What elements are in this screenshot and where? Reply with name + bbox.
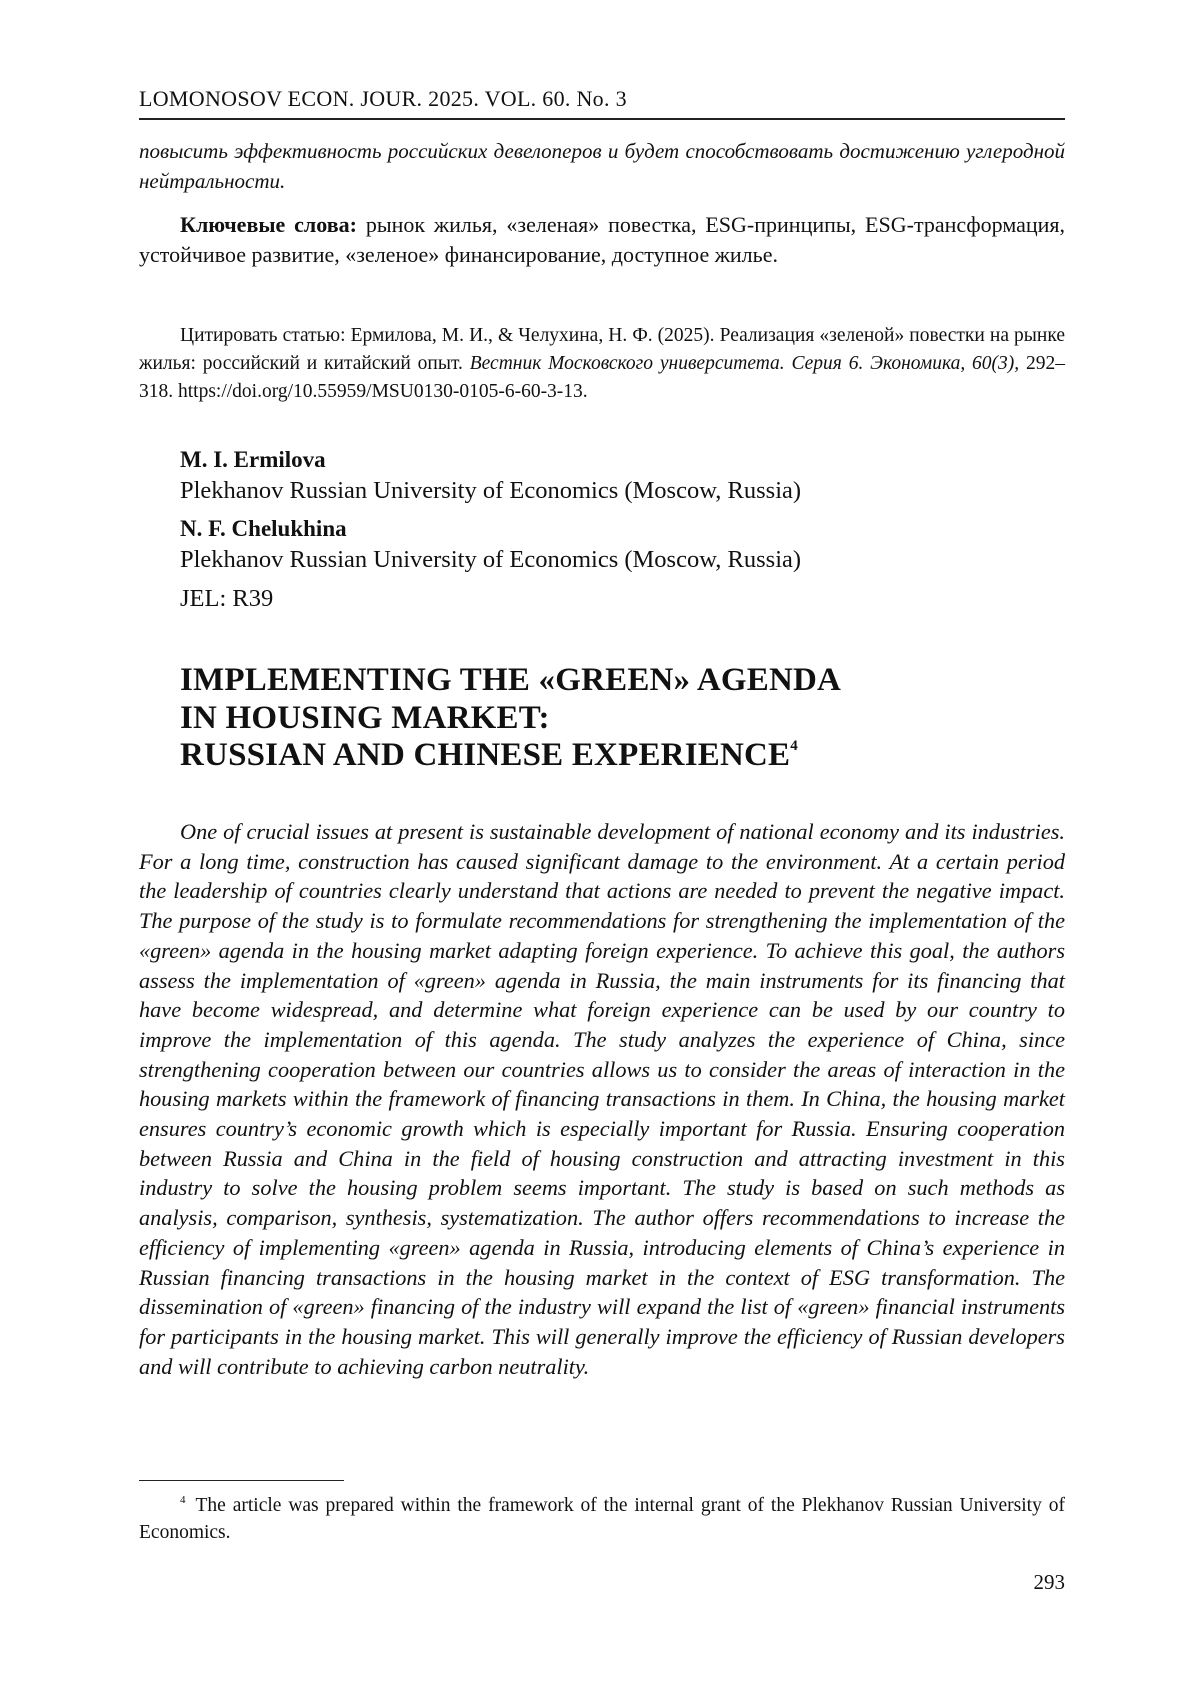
title-footnote-link[interactable]: 4 xyxy=(790,738,798,754)
keywords-text: рынок жилья, «зеленая» повестка, ESG-принципы, ESG-трансформация, устойчивое развитие, «зеленое» финансирование, доступное жилье. xyxy=(139,212,1066,267)
citation-journal: Вестник Московского университета. Серия 6. Экономика, 60(3), xyxy=(469,353,1020,374)
author-affiliation: Plekhanov Russian University of Economics (Moscow, Russia) xyxy=(180,546,802,573)
title-line-1: IMPLEMENTING THE «GREEN» AGENDA xyxy=(180,662,842,698)
author-name: N. F. Chelukhina xyxy=(180,516,347,541)
keywords-paragraph xyxy=(139,210,1065,270)
english-abstract: One of crucial issues at present is sustainable development of national economy and its industries. For a long time, construction has caused significant damage to the environment. At a certain period the leadership of countries clearly understand that actions are needed to prevent the negative impact. The purpose of the study is to formulate recommendations for strengthening the implementation of the «green» agenda in the housing market adapting foreign experience. To achieve this goal, the authors assess the implementation of «green» agenda in Russia, the main instruments for its financing that have become widespread, and determine what foreign experience can be used by our country to improve the implementation of this agenda. The study analyzes the experience of China, since strengthening cooperation between our countries allows us to consider the areas of interaction in the housing markets within the framework of financing transactions in them. In China, the housing market ensures country’s economic growth which is especially important for Russia. Ensuring cooperation between Russia and China in the field of housing construction and attracting investment in this industry to solve the housing problem seems important. The study is based on such methods as analysis, comparison, synthesis, systematization. The author offers recommendations to increase the efficiency of implementing «green» agenda in Russia, introducing elements of China’s experience in Russian financing transactions in the housing market in the context of ESG transformation. The dissemination of «green» financing of the industry will expand the list of «green» financial instruments for participants in the housing market. This will generally improve the efficiency of Russian developers and will contribute to achieving carbon neutrality. xyxy=(139,819,1065,1379)
author-2 xyxy=(180,514,1080,576)
jel-code: JEL: R39 xyxy=(180,585,274,612)
footnote-mark: 4 xyxy=(180,1494,186,1506)
footnote-rule xyxy=(139,1480,344,1481)
header-rule xyxy=(139,118,1065,120)
author-1 xyxy=(180,445,1080,507)
page-number: 293 xyxy=(1033,1570,1065,1594)
footnote xyxy=(139,1492,1065,1546)
author-affiliation: Plekhanov Russian University of Economics (Moscow, Russia) xyxy=(180,477,802,504)
article-title xyxy=(180,662,1080,775)
keywords-label: Ключевые слова: xyxy=(180,212,357,237)
title-line-2: IN HOUSING MARKET: xyxy=(180,699,550,736)
citation-paragraph xyxy=(139,322,1065,406)
citation-suffix: 292–318. https://doi.org/10.55959/MSU0130-0105-6-60-3-13. xyxy=(139,353,1066,402)
title-line-3-text: RUSSIAN AND CHINESE EXPERIENCE xyxy=(180,737,791,773)
running-head: LOMONOSOV ECON. JOUR. 2025. VOL. 60. No. 3 xyxy=(139,86,627,111)
author-name: M. I. Ermilova xyxy=(180,447,326,472)
russian-abstract-end: повысить эффективность российских девелоперов и будет способствовать достижению углеродной нейтральности. xyxy=(139,139,1065,193)
title-line-3 xyxy=(180,737,1080,775)
citation-prefix: Цитировать статью: Ермилова, М. И., & Челухина, Н. Ф. (2025). Реализация «зеленой» повестки на рынке жилья: российский и китайский опыт. xyxy=(139,325,1065,374)
footnote-text: The article was prepared within the framework of the internal grant of the Plekhanov Russian University of Economics. xyxy=(139,1495,1065,1543)
